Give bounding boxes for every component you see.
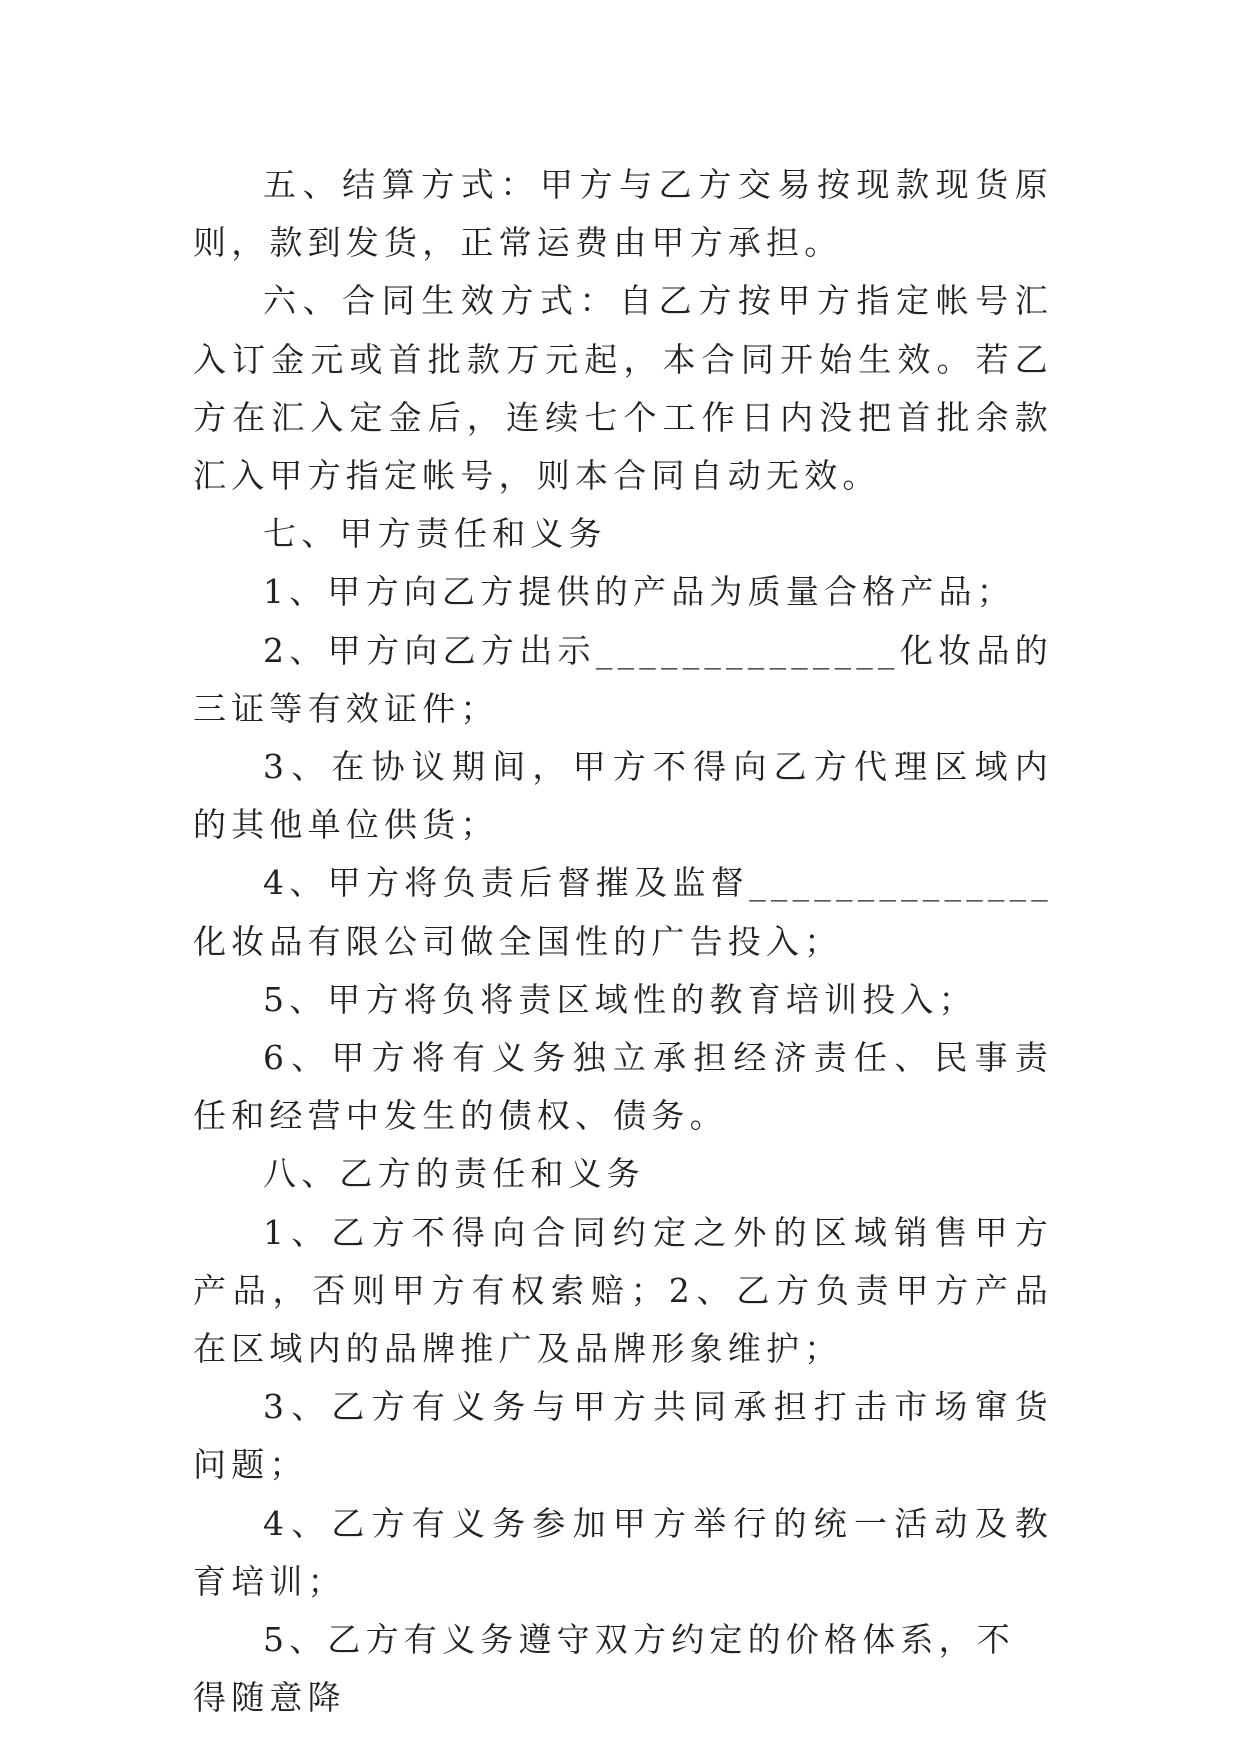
party-a-duty-6: 6、甲方将有义务独立承担经济责任、民事责任和经营中发生的债权、债务。 [193, 1038, 1053, 1136]
document-body [193, 156, 1053, 1727]
paragraph-settlement: 五、结算方式：甲方与乙方交易按现款现货原则，款到发货，正常运费由甲方承担。 [193, 165, 1053, 263]
party-a-duty-2: 2、甲方向乙方出示______________化妆品的三证等有效证件； [193, 630, 1053, 728]
party-a-duty-5: 5、甲方将负将责区域性的教育培训投入； [263, 979, 977, 1019]
party-a-duty-4: 4、甲方将负责后督摧及监督______________化妆品有限公司做全国性的广告投入； [193, 863, 1053, 961]
section-heading-party-a-duties: 七、甲方责任和义务 [263, 514, 607, 554]
party-b-duty-1-2: 1、乙方不得向合同约定之外的区域销售甲方产品，否则甲方有权索赔；2、乙方负责甲方产品在区域内的品牌推广及品牌形象维护； [193, 1212, 1053, 1369]
party-a-duty-3: 3、在协议期间，甲方不得向乙方代理区域内的其他单位供货； [193, 747, 1053, 845]
party-b-duty-3: 3、乙方有义务与甲方共同承担打击市场窜货问题； [193, 1387, 1053, 1485]
paragraph-contract-effect: 六、合同生效方式：自乙方按甲方指定帐号汇入订金元或首批款万元起，本合同开始生效。若乙方在汇入定金后，连续七个工作日内没把首批余款汇入甲方指定帐号，则本合同自动无效。 [193, 281, 1053, 496]
party-b-duty-5: 5、乙方有义务遵守双方约定的价格体系，不得随意降 [193, 1620, 1015, 1718]
party-b-duty-4: 4、乙方有义务参加甲方举行的统一活动及教育培训； [193, 1503, 1053, 1601]
section-heading-party-b-duties: 八、乙方的责任和义务 [263, 1154, 645, 1194]
party-a-duty-1: 1、甲方向乙方提供的产品为质量合格产品； [263, 572, 1015, 612]
